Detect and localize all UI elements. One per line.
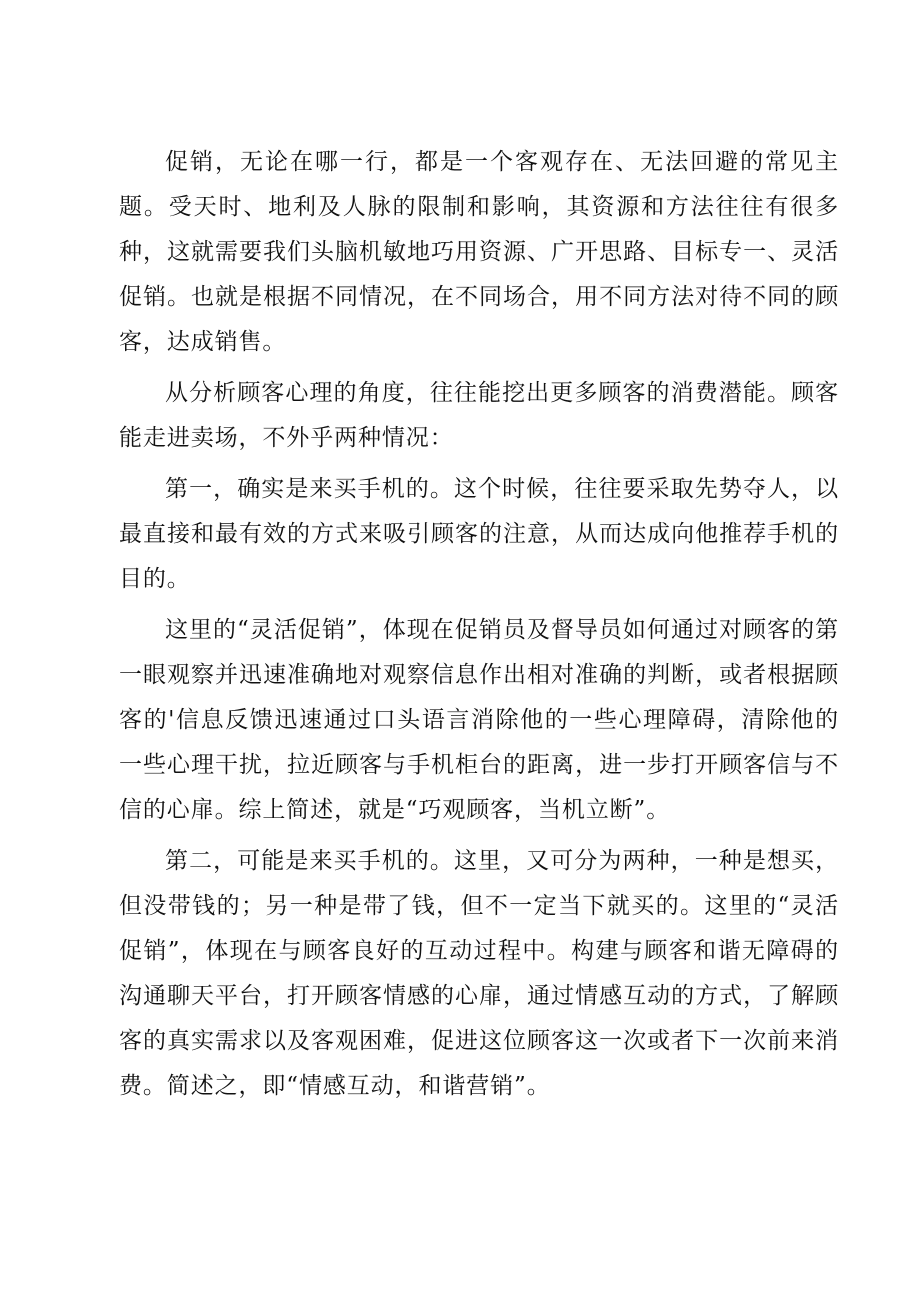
document-body	[119, 140, 839, 1115]
paragraph-customer-psychology: 从分析顾客心理的角度，往往能挖出更多顾客的消费潜能。顾客能走进卖场，不外乎两种情况：	[119, 380, 839, 451]
paragraph-intro: 促销，无论在哪一行，都是一个客观存在、无法回避的常见主题。受天时、地利及人脉的限制和影响，其资源和方法往往有很多种，这就需要我们头脑机敏地巧用资源、广开思路、目标专一、灵活促销。也就是根据不同情况，在不同场合，用不同方法对待不同的顾客，达成销售。	[119, 149, 839, 355]
paragraph-case-one: 第一，确实是来买手机的。这个时候，往往要采取先势夺人，以最直接和最有效的方式来吸引顾客的注意，从而达成向他推荐手机的目的。	[119, 476, 839, 592]
paragraph-case-two: 第二，可能是来买手机的。这里，又可分为两种，一种是想买，但没带钱的；另一种是带了钱，但不一定当下就买的。这里的“灵活促销”，体现在与顾客良好的互动过程中。构建与顾客和谐无障碍的沟通聊天平台，打开顾客情感的心扉，通过情感互动的方式，了解顾客的真实需求以及客观困难，促进这位顾客这一次或者下一次前来消费。简述之，即“情感互动，和谐营销”。	[119, 848, 839, 1099]
paragraph-case-one-detail: 这里的“灵活促销”，体现在促销员及督导员如何通过对顾客的第一眼观察并迅速准确地对观察信息作出相对准确的判断，或者根据顾客的'信息反馈迅速通过口头语言消除他的一些心理障碍，清除他的一些心理干扰，拉近顾客与手机柜台的距离，进一步打开顾客信与不信的心扉。综上简述，就是“巧观顾客，当机立断”。	[119, 617, 839, 823]
